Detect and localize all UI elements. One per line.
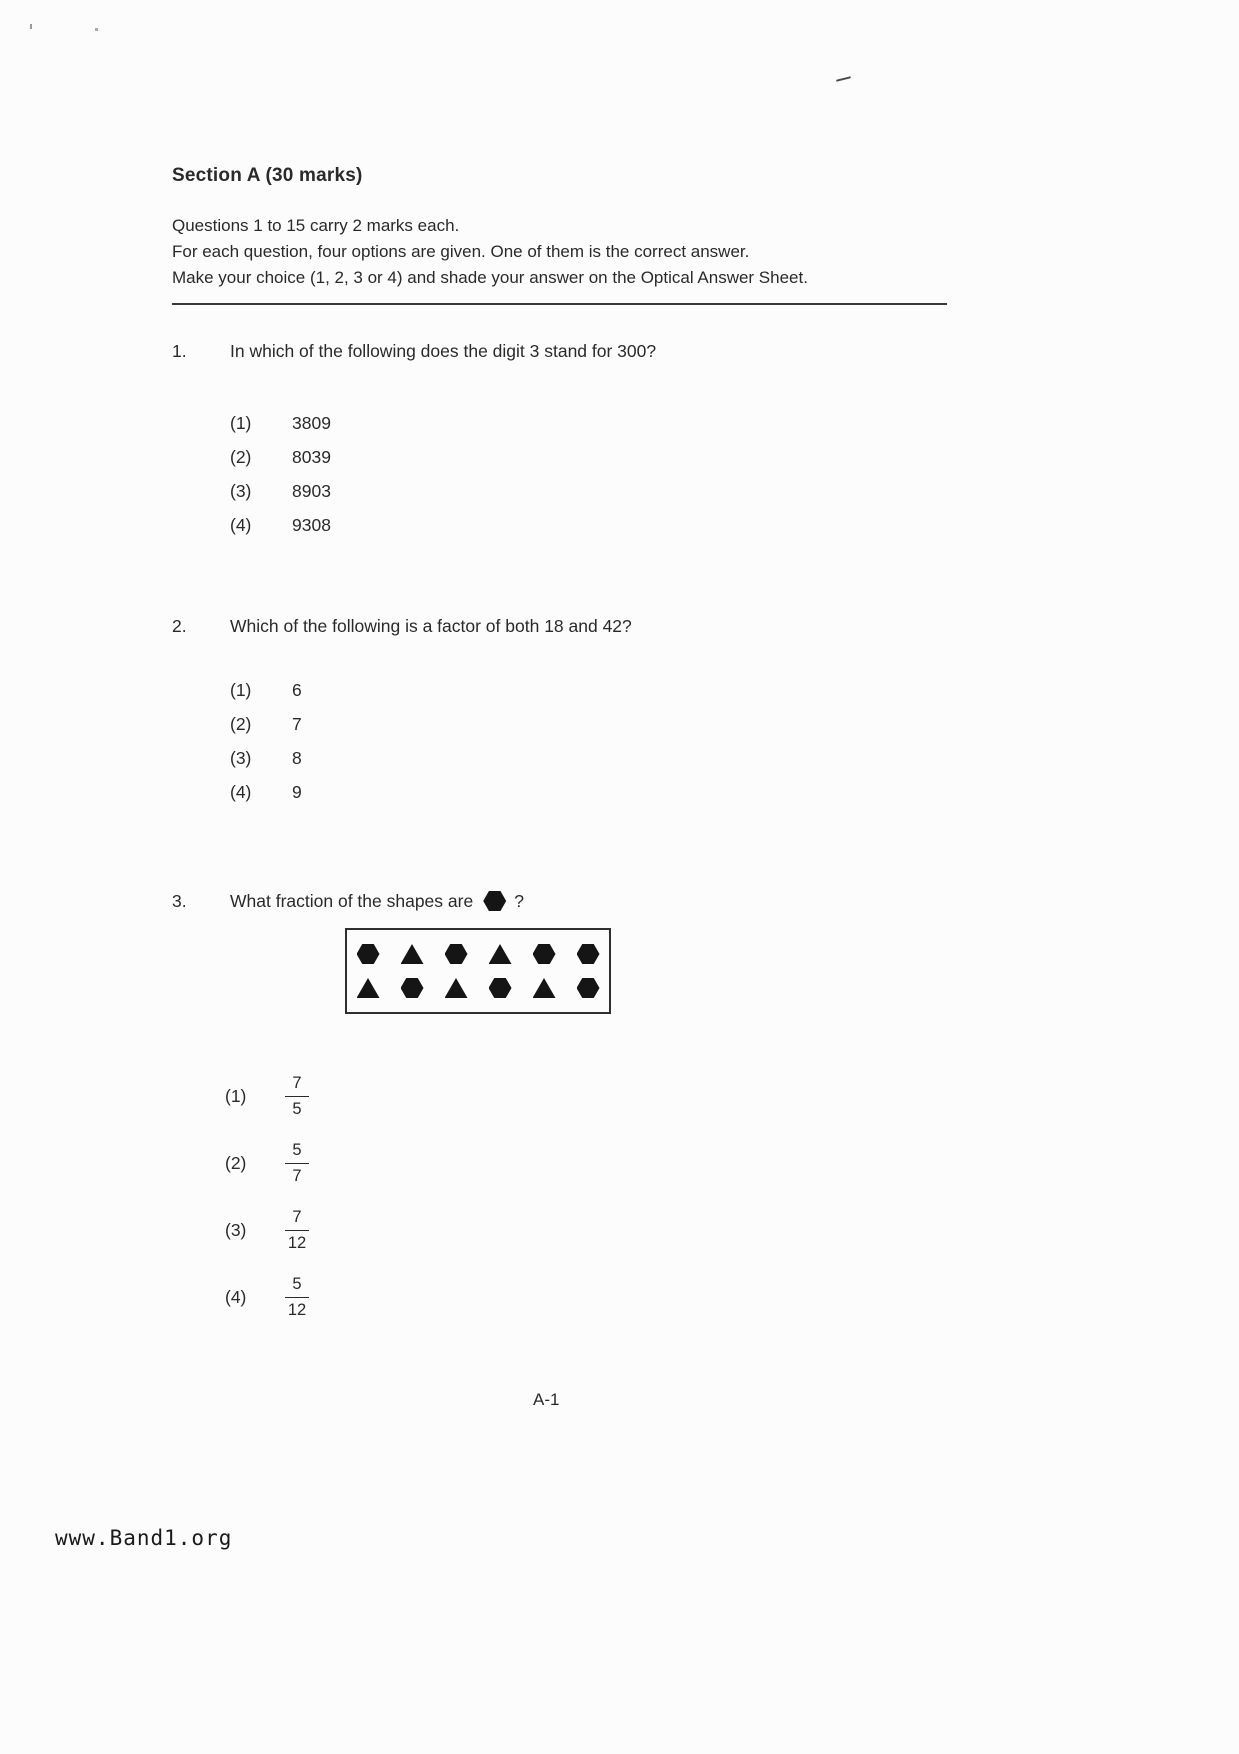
triangle-icon xyxy=(401,944,424,964)
question-3 xyxy=(172,891,947,914)
question-3-text-before: What fraction of the shapes are xyxy=(230,891,474,912)
option-label: (3) xyxy=(230,481,252,501)
shape-row xyxy=(357,944,600,964)
question-3-option-1 xyxy=(225,1069,947,1123)
option-label: (4) xyxy=(225,1286,247,1307)
question-3-text xyxy=(230,891,947,914)
fraction xyxy=(285,1208,309,1253)
question-1-number: 1. xyxy=(172,341,187,361)
option-label: (3) xyxy=(230,748,252,768)
fraction-numerator: 7 xyxy=(285,1074,309,1097)
triangle-icon xyxy=(533,978,556,998)
option-label: (3) xyxy=(225,1219,247,1240)
fraction-numerator: 5 xyxy=(285,1141,309,1164)
question-3-option-4 xyxy=(225,1270,947,1324)
question-2-option-2 xyxy=(230,707,947,741)
question-1-option-1 xyxy=(230,406,947,440)
option-label: (4) xyxy=(230,515,252,535)
question-1-option-3 xyxy=(230,474,947,508)
option-value: 8 xyxy=(292,748,302,768)
option-label: (2) xyxy=(230,447,252,467)
shape-row xyxy=(357,978,600,998)
question-2-text: Which of the following is a factor of both 18 and 42? xyxy=(230,616,632,636)
hexagon-icon xyxy=(401,978,424,998)
option-label: (2) xyxy=(230,714,252,734)
website-watermark: www.Band1.org xyxy=(55,1526,233,1550)
option-label: (1) xyxy=(230,413,252,433)
section-divider xyxy=(172,303,947,305)
question-1-option-2 xyxy=(230,440,947,474)
question-3-option-3 xyxy=(225,1203,947,1257)
option-label: (4) xyxy=(230,782,252,802)
instructions xyxy=(172,213,947,291)
option-value: 9 xyxy=(292,782,302,802)
instructions-line-3: Make your choice (1, 2, 3 or 4) and shade your answer on the Optical Answer Sheet. xyxy=(172,268,808,287)
question-1-options xyxy=(230,406,947,542)
triangle-icon xyxy=(357,978,380,998)
question-3-options xyxy=(225,1069,947,1324)
question-3-number: 3. xyxy=(172,891,187,912)
question-1 xyxy=(172,341,947,362)
fraction xyxy=(285,1074,309,1119)
question-1-option-4 xyxy=(230,508,947,542)
question-1-text: In which of the following does the digit 3 stand for 300? xyxy=(230,341,657,361)
scan-artifact xyxy=(95,28,98,31)
fraction-denominator: 7 xyxy=(292,1166,302,1185)
scan-artifact xyxy=(836,76,851,82)
fraction-denominator: 5 xyxy=(292,1099,302,1118)
page-number: A-1 xyxy=(533,1390,560,1409)
fraction-numerator: 7 xyxy=(285,1208,309,1231)
option-value: 7 xyxy=(292,714,302,734)
option-value: 8903 xyxy=(292,481,331,501)
instructions-line-1: Questions 1 to 15 carry 2 marks each. xyxy=(172,216,460,235)
triangle-icon xyxy=(445,978,468,998)
option-value: 3809 xyxy=(292,413,331,433)
hexagon-icon xyxy=(489,978,512,998)
instructions-line-2: For each question, four options are given. One of them is the correct answer. xyxy=(172,242,750,261)
option-label: (1) xyxy=(230,680,252,700)
question-2-option-4 xyxy=(230,775,947,809)
question-2-option-3 xyxy=(230,741,947,775)
triangle-icon xyxy=(489,944,512,964)
option-value: 6 xyxy=(292,680,302,700)
hexagon-icon xyxy=(577,944,600,964)
hexagon-icon xyxy=(445,944,468,964)
section-title: Section A (30 marks) xyxy=(172,165,363,186)
fraction xyxy=(285,1275,309,1320)
option-value: 8039 xyxy=(292,447,331,467)
fraction xyxy=(285,1141,309,1186)
fraction-denominator: 12 xyxy=(287,1300,307,1319)
exam-content xyxy=(172,165,947,1337)
scan-artifact xyxy=(30,24,32,29)
fraction-numerator: 5 xyxy=(285,1275,309,1298)
hexagon-icon xyxy=(533,944,556,964)
fraction-denominator: 12 xyxy=(287,1233,307,1252)
hexagon-icon xyxy=(577,978,600,998)
option-label: (2) xyxy=(225,1152,247,1173)
question-3-text-after: ? xyxy=(514,891,524,912)
hexagon-icon xyxy=(357,944,380,964)
question-2 xyxy=(172,616,947,637)
question-3-option-2 xyxy=(225,1136,947,1190)
option-label: (1) xyxy=(225,1085,247,1106)
question-2-option-1 xyxy=(230,673,947,707)
shape-box xyxy=(345,928,611,1014)
question-2-options xyxy=(230,673,947,809)
hexagon-icon xyxy=(483,891,506,911)
option-value: 9308 xyxy=(292,515,331,535)
question-2-number: 2. xyxy=(172,616,187,636)
